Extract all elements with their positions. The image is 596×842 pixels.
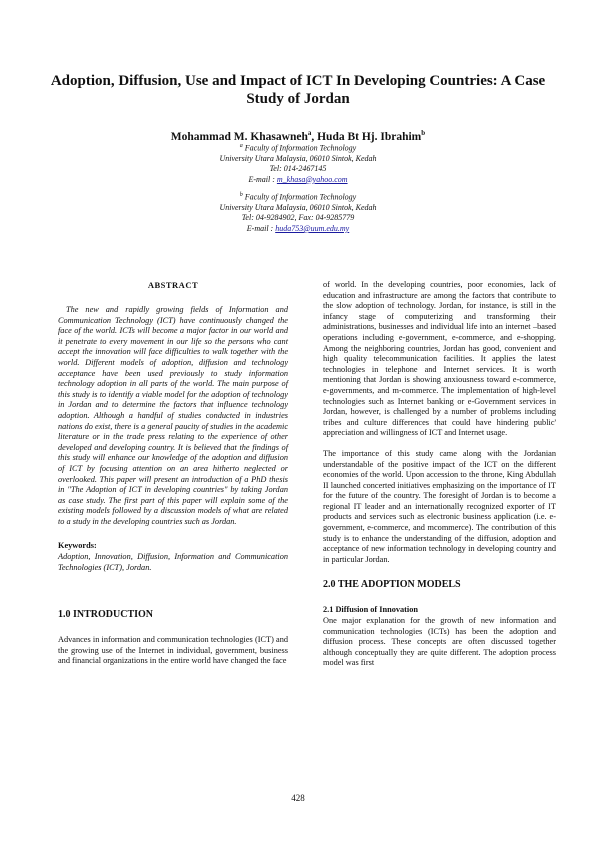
introduction-heading: 1.0 INTRODUCTION (58, 609, 154, 621)
affiliation-email-line (100, 175, 496, 185)
abstract-text: The new and rapidly growing fields of Information and Communication Technology (ICT) have continuously changed the face of the world. ICTs will become a major factor in our world and it penetrate to every movement in our life so the persons who cant accept the innovation will face difficulties to walk together with the world. Different models of adoption, diffusion and technology acceptance have been used previously to study information technology adoption in all parts of the world. The main purpose of this study is to identify a viable model for the adoption of technology in Jordan and to determine the factors that influence technology adoption. Although a handful of studies conducted in industries nations do exist, there is a general paucity of studies in the academic literature or in the trade press relating to the experience of other developed and developing country. It is believed that the findings of this study will enhance our knowledge of the adoption and diffusion of ICT by focusing attention on an area hitherto neglected or overlooked. This paper will present an introduction of a PhD thesis in "The Adoption of ICT in developing countries" by taking Jordan as case study. The first part of this paper will explain some of the existing models followed by a discussion models of what are related to a study in the developing countries such as Jordan. (58, 305, 288, 526)
body-paragraph: The importance of this study came along with the Jordanian understandable of the positive impact of the ICT on the different economies of the world. Upon accession to the throne, King Abdullah II launched concerted initiatives emphasizing on the importance of IT for the future of the country. The foresight of Jordan is to become a regional IT leader and an internationally recognized exporter of IT products and services such as electronic business application (i.e. e-government, e-commerce, and mcommerce). The contribution of this study is to enhance the understanding of the diffusion, adoption and acceptance of new information technology in developing country and in particular Jordan. (323, 448, 556, 564)
affiliation-university: University Utara Malaysia, 06010 Sintok, Kedah (219, 154, 377, 164)
affiliation-university: University Utara Malaysia, 06010 Sintok, Kedah (219, 203, 377, 213)
abstract-heading: ABSTRACT (147, 280, 199, 290)
email-link[interactable]: huda753@uum.edu.my (275, 223, 350, 233)
faculty-name: Faculty of Information Technology (242, 192, 357, 202)
paper-title: Adoption, Diffusion, Use and Impact of ICT In Developing Countries: A Case Study of Jordan (50, 73, 546, 107)
author-name: Mohammad M. Khasawneh (170, 130, 308, 143)
body-paragraph: One major explanation for the growth of new information and communication technologies (ICTs) has been the adoption and diffusion process. These concepts are often discussed together although conceptually they are quite different. The adoption process model was first (323, 616, 556, 668)
email-label: E-mail : (248, 174, 277, 184)
affiliation-email-line (100, 224, 496, 234)
affiliation-phone: Tel: 014-2467145 (269, 164, 327, 174)
keywords-heading: Keywords: (58, 541, 97, 551)
affiliation-marker: b (239, 192, 243, 198)
author-affiliation-marker: b (421, 129, 426, 137)
author-name: Huda Bt Hj. Ibrahim (317, 130, 422, 143)
affiliation-block (100, 190, 496, 234)
author-affiliation-marker: a (307, 129, 312, 137)
body-paragraph: of world. In the developing countries, poor economies, lack of education and infrastructure are among the factors that contribute to the slow adoption of technology. Jordan, for instance, is still in the infancy stage of computerizing and transforming their administrations, businesses and individual life into an internet –based operations including e-government, e-commerce, and e-shopping. Among the neighboring countries, Jordan has good, convenient and high quality telecommunication facilities. It applies the latest technologies in telephone and Internet services. It is worth mentioning that Jordan is showing anxiousness toward e-commerce, e-governments, and m-commerce. The implementation of high-level technologies such as Internet banking or e-Government services in Jordan, however, is challenged by a number of problems including tribes and culture differences that could have hindering public' appreciation and willingness of ICT and Internet usage. (323, 280, 556, 438)
left-column (58, 280, 288, 667)
page-number: 428 (291, 793, 305, 803)
affiliation-faculty (100, 141, 496, 154)
faculty-name: Faculty of Information Technology (242, 143, 357, 153)
email-link[interactable]: m_khasa@yahoo.com (276, 174, 348, 184)
introduction-text: Advances in information and communication technologies (ICT) and the growing use of the Internet in individual, government, business and financial organizations in the entire world have changed the face (58, 635, 288, 666)
affiliation-faculty (100, 190, 496, 203)
affiliation-marker: a (239, 143, 243, 149)
affiliation-block (100, 141, 496, 185)
keywords-text: Adoption, Innovation, Diffusion, Information and Communication Technologies (ICT), Jordan. (58, 552, 288, 572)
section-heading: 2.0 THE ADOPTION MODELS (323, 579, 461, 591)
email-label: E-mail : (246, 223, 276, 233)
affiliation-phone: Tel: 04-9284902, Fax: 04-9285779 (241, 213, 355, 223)
subsection-heading: 2.1 Diffusion of Innovation (323, 605, 418, 615)
right-column (323, 280, 556, 669)
author-separator: , (311, 130, 318, 143)
